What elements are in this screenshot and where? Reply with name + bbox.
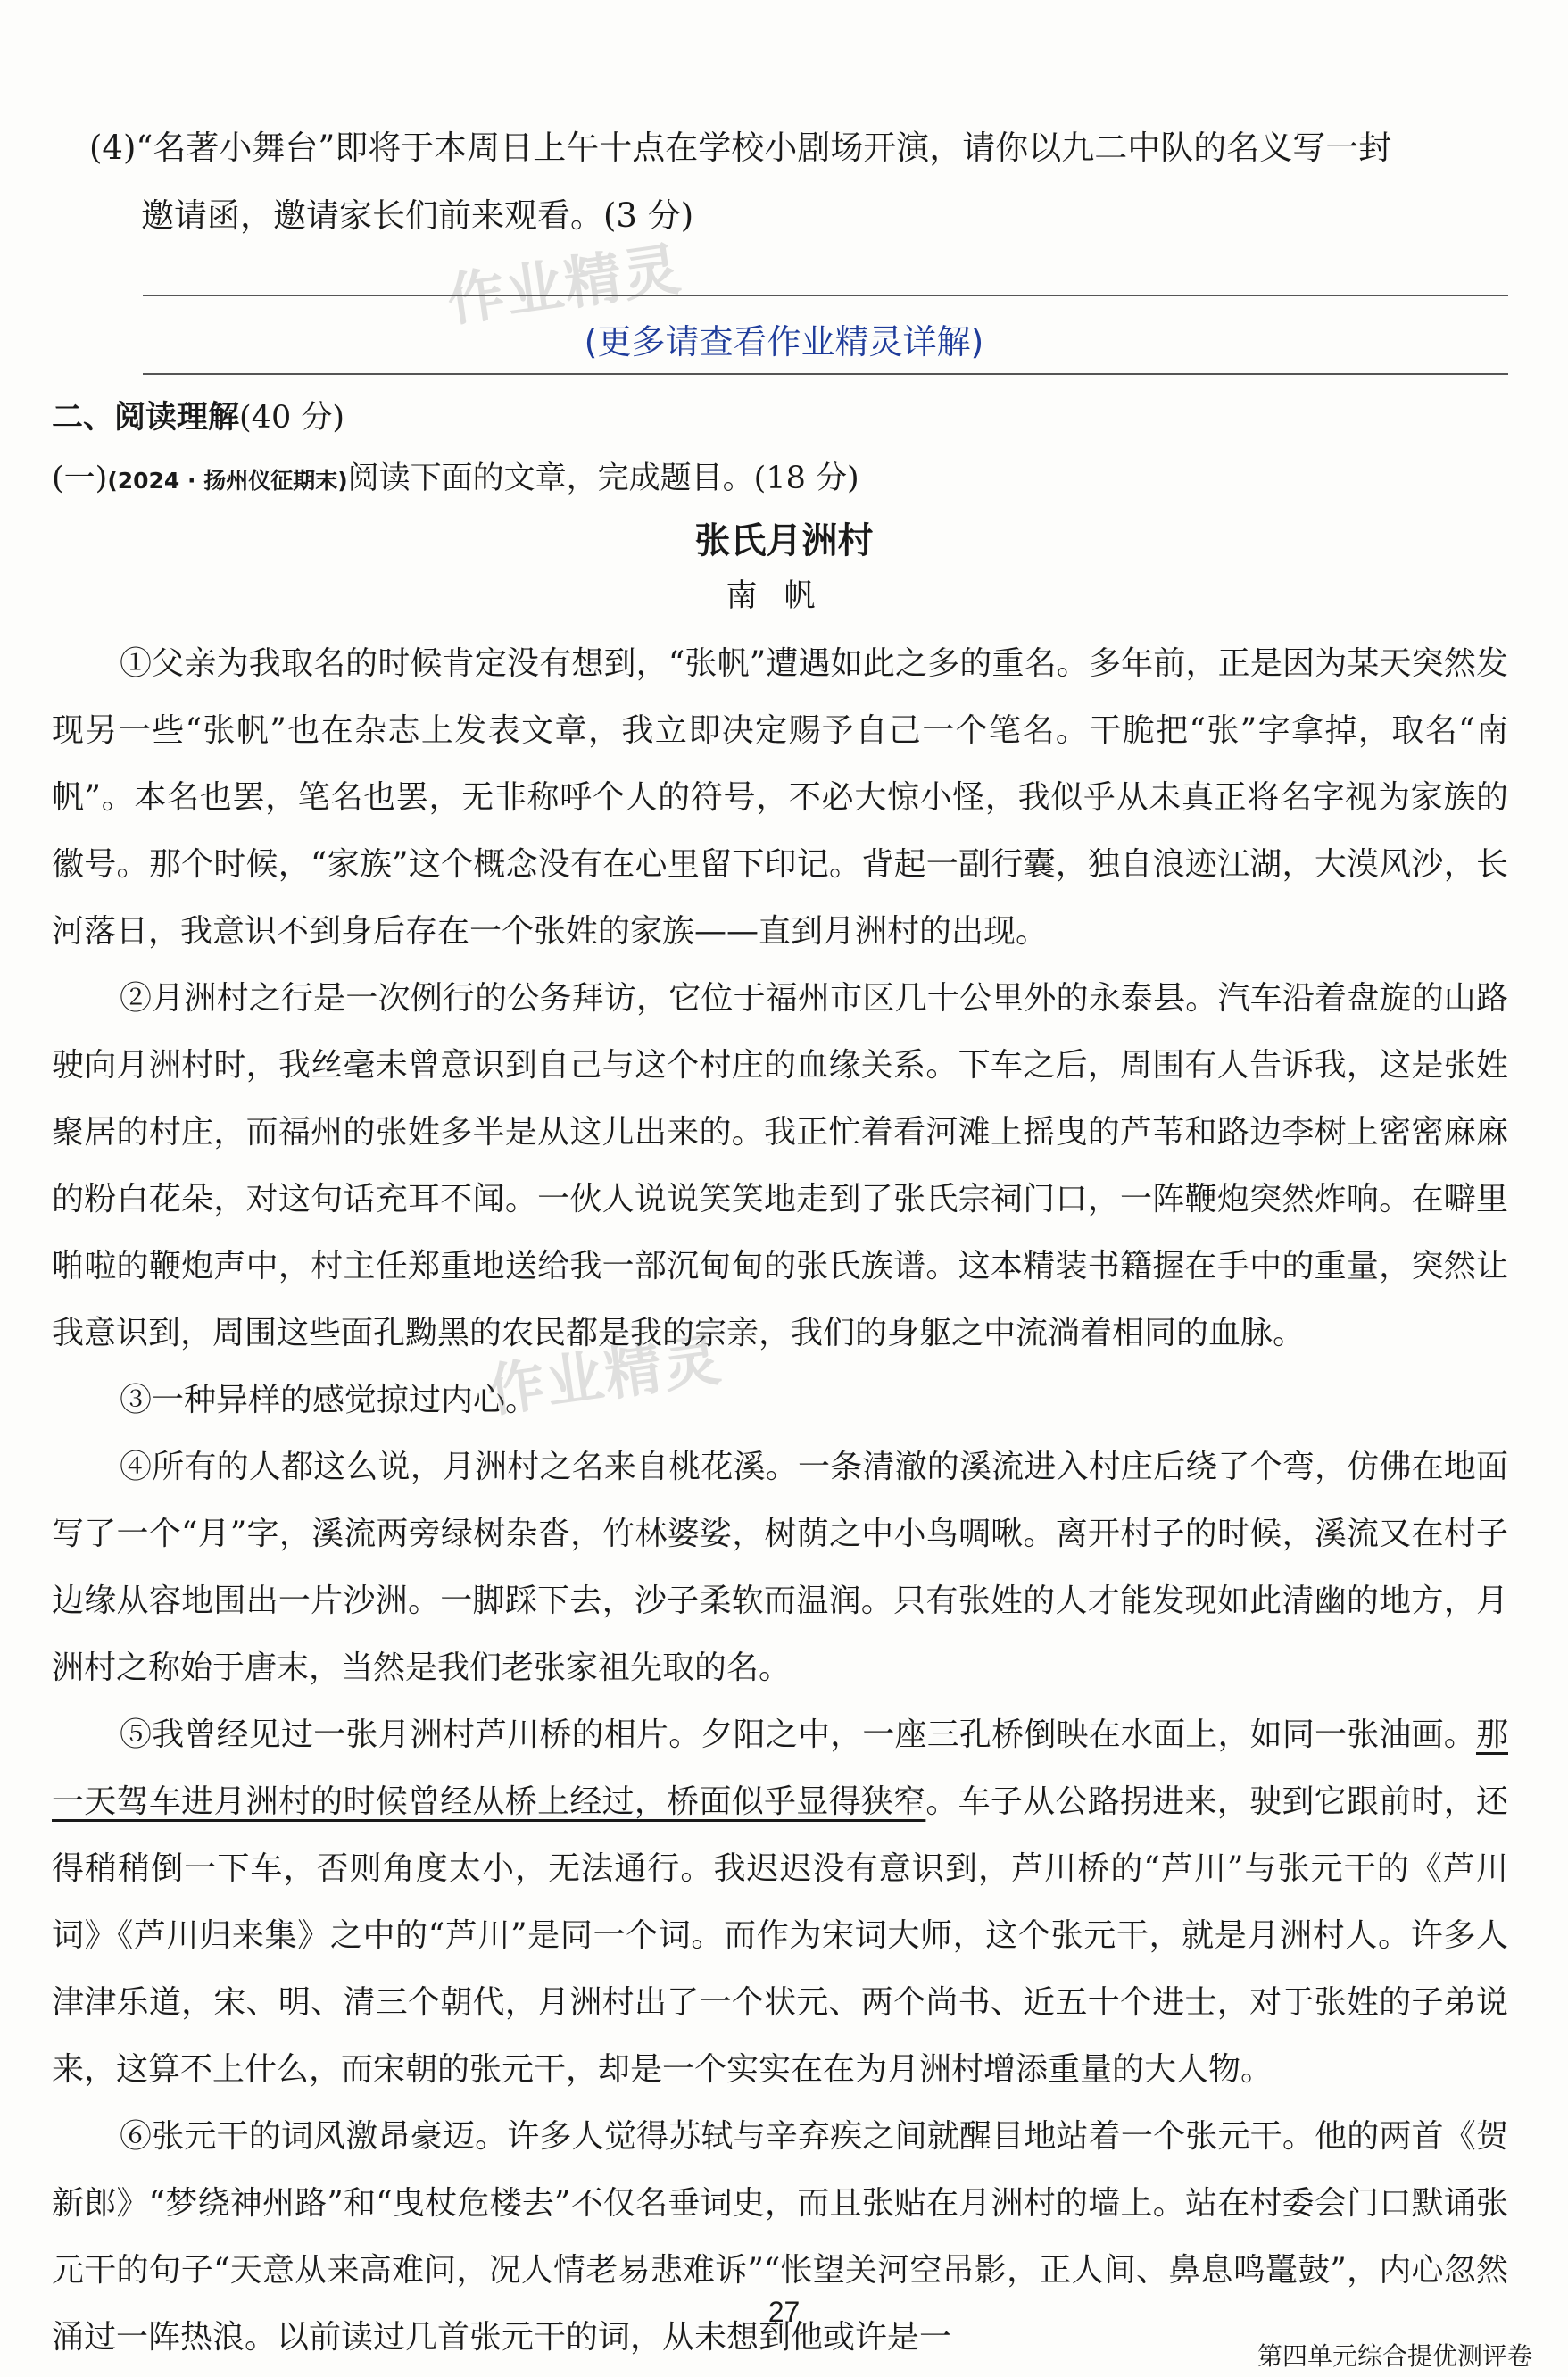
article-body — [52, 630, 1508, 2371]
subsection-prefix: (一) — [52, 461, 108, 496]
question-4 — [89, 114, 1508, 250]
section-heading-text: 二、阅读理解 — [52, 400, 240, 436]
section-score: (40 分) — [239, 400, 344, 436]
page-number: 27 — [767, 2296, 801, 2328]
paragraph-6: ⑥张元干的词风激昂豪迈。许多人觉得苏轼与辛弃疾之间就醒目地站着一个张元干。他的两首《贺新郎》“梦绕神州路”和“曳杖危楼去”不仅名垂词史，而且张贴在月洲村的墙上。站在村委会门口默诵张元干的句子“天意从来高难问，况人情老易悲难诉”“怅望关河空吊影，正人间、鼻息鸣鼍鼓”，内心忽然涌过一阵热浪。以前读过几首张元干的词，从未想到他或许是一 — [52, 2118, 1508, 2356]
question-4-line1: (4)“名著小舞台”即将于本周日上午十点在学校小剧场开演，请你以九二中队的名义写一封 — [89, 129, 1392, 167]
paragraph-5 — [52, 1701, 1508, 2103]
subsection-instruction: 阅读下面的文章，完成题目。(18 分) — [347, 461, 859, 496]
paragraph-1: ①父亲为我取名的时候肯定没有想到，“张帆”遭遇如此之多的重名。多年前，正是因为某天突然发现另一些“张帆”也在杂志上发表文章，我立即决定赐予自己一个笔名。干脆把“张”字拿掉，取名“南帆”。本名也罢，笔名也罢，无非称呼个人的符号，不必大惊小怪，我似乎从未真正将名字视为家族的徽号。那个时候，“家族”这个概念没有在心里留下印记。背起一副行囊，独自浪迹江湖，大漠风沙，长河落日，我意识不到身后存在一个张姓的家族——直到月洲村的出现。 — [52, 645, 1508, 950]
underlined-sentence: 那一天驾车进月洲村的时候曾经从桥上经过，桥面似乎显得狭窄 — [52, 1716, 1508, 1820]
subsection-heading — [52, 453, 859, 498]
paragraph-5-rest: 。车子从公路拐进来，驶到它跟前时，还得稍稍倒一下车，否则角度太小，无法通行。我迟迟没有意识到，芦川桥的“芦川”与张元干的《芦川词》《芦川归来集》之中的“芦川”是同一个词。而作为宋词大师，这个张元干，就是月洲村人。许多人津津乐道，宋、明、清三个朝代，月洲村出了一个状元、两个尚书、近五十个进士，对于张姓的子弟说来，这算不上什么，而宋朝的张元干，却是一个实实在在为月洲村增添重量的大人物。 — [52, 1783, 1508, 2088]
footer-label: 第四单元综合提优测评卷 — [1257, 2341, 1532, 2371]
article-title: 张氏月洲村 — [694, 520, 874, 561]
paragraph-4: ④所有的人都这么说，月洲村之名来自桃花溪。一条清澈的溪流进入村庄后绕了个弯，仿佛在地面写了一个“月”字，溪流两旁绿树杂沓，竹林婆娑，树荫之中小鸟啁啾。离开村子的时候，溪流又在村子边缘从容地围出一片沙洲。一脚踩下去，沙子柔软而温润。只有张姓的人才能发现如此清幽的地方，月洲村之称始于唐末，当然是我们老张家祖先取的名。 — [52, 1449, 1508, 1686]
paragraph-5-start: ⑤我曾经见过一张月洲村芦川桥的相片。夕阳之中，一座三孔桥倒映在水面上，如同一张油画。 — [120, 1716, 1476, 1753]
answer-line — [143, 295, 1508, 296]
article-author: 南帆 — [726, 578, 842, 614]
watermark: 作业精灵 — [443, 236, 686, 335]
section-heading — [52, 393, 344, 437]
divider — [143, 373, 1508, 375]
watermark-2: 作业精灵 — [483, 1326, 726, 1425]
paragraph-2: ②月洲村之行是一次例行的公务拜访，它位于福州市区几十公里外的永泰县。汽车沿着盘旋的山路驶向月洲村时，我丝毫未曾意识到自己与这个村庄的血缘关系。下车之后，周围有人告诉我，这是张姓聚居的村庄，而福州的张姓多半是从这儿出来的。我正忙着看河滩上摇曳的芦苇和路边李树上密密麻麻的粉白花朵，对这句话充耳不闻。一伙人说说笑笑地走到了张氏宗祠门口，一阵鞭炮突然炸响。在噼里啪啦的鞭炮声中，村主任郑重地送给我一部沉甸甸的张氏族谱。这本精装书籍握在手中的重量，突然让我意识到，周围这些面孔黝黑的农民都是我的宗亲，我们的身躯之中流淌着相同的血脉。 — [52, 980, 1508, 1351]
subsection-source: (2024 · 扬州仪征期末) — [107, 468, 348, 494]
question-4-line2: 邀请函，邀请家长们前来观看。(3 分) — [141, 196, 694, 235]
paragraph-3: ③一种异样的感觉掠过内心。 — [120, 1382, 538, 1418]
more-details-link[interactable]: (更多请查看作业精灵详解) — [584, 322, 984, 362]
